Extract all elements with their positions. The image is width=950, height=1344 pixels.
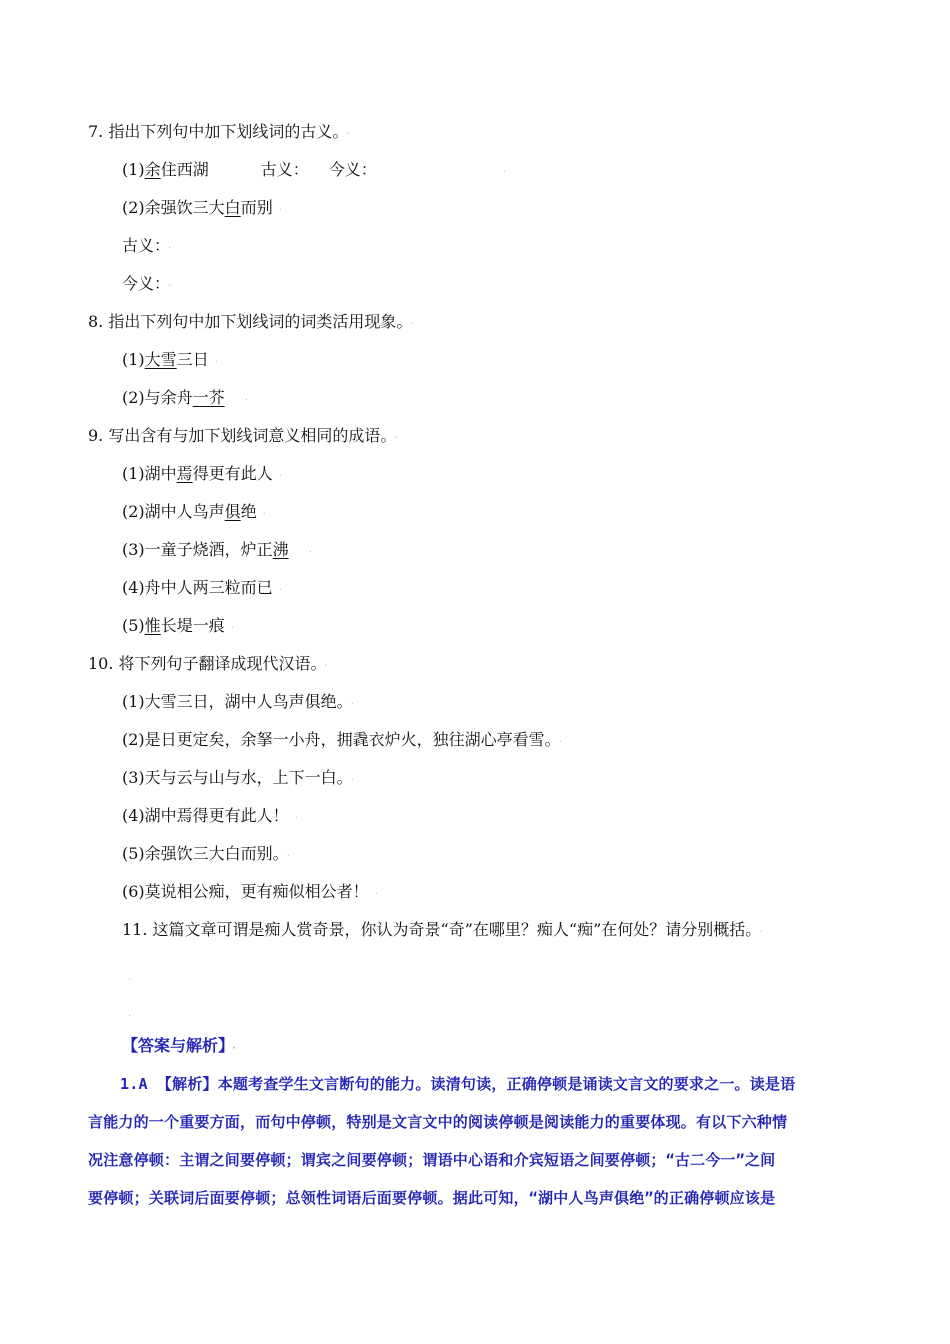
jin-yi-line	[122, 274, 171, 297]
question-10-item	[122, 692, 354, 715]
paragraph-mark-icon: ·	[346, 129, 350, 140]
item-prefix: (5)	[122, 616, 145, 635]
item-prefix: (1)	[122, 350, 145, 369]
question-10-item	[122, 730, 562, 753]
item-text: 得更有此人	[192, 464, 273, 483]
item-text: 绝	[240, 502, 257, 521]
gu-yi-line	[122, 236, 171, 259]
question-8-text: 8. 指出下列句中加下划线词的词类活用现象。	[88, 312, 405, 331]
item-text: (6)莫说相公痴，更有痴似相公者！	[122, 882, 369, 901]
gu-yi-label: 古义：	[122, 236, 163, 255]
paragraph-mark-icon: ·	[350, 699, 354, 710]
question-7-text: 7. 指出下列句中加下划线词的古义。	[88, 122, 341, 141]
question-10-item	[122, 768, 354, 791]
question-9-text: 9. 写出含有与加下划线词意义相同的成语。	[88, 426, 389, 445]
jin-yi-label: 今义：	[122, 274, 163, 293]
question-10-item	[122, 844, 290, 867]
paragraph-mark-icon: ·	[374, 889, 378, 900]
underlined-word: 白	[224, 198, 241, 217]
answers-heading-text: 【答案与解析】	[122, 1036, 227, 1055]
item-text: (1)湖中	[122, 464, 177, 483]
underlined-word: 余	[144, 160, 161, 179]
question-10-text: 10. 将下列句子翻译成现代汉语。	[88, 654, 319, 673]
item-text: (1)大雪三日，湖中人鸟声俱绝。	[122, 692, 345, 711]
question-10-item	[122, 806, 298, 829]
paragraph-mark-icon: ·	[308, 547, 312, 558]
question-9-item-4	[122, 578, 282, 601]
answer-line: 况注意停顿：主谓之间要停顿；谓宾之间要停顿；谓语中心语和介宾短语之间要停顿；“古二今一”之间	[88, 1151, 776, 1169]
question-10-item	[122, 882, 378, 905]
answer-line: 言能力的一个重要方面，而句中停顿，特别是文言文中的阅读停顿是阅读能力的重要体现。有以下六种情	[88, 1113, 788, 1131]
gu-yi-label: 古义：	[260, 160, 309, 179]
paragraph-mark-icon: ·	[759, 927, 763, 938]
question-11-text: 11. 这篇文章可谓是痴人赏奇景，你认为奇景“奇”在哪里？痴人“痴”在何处？请分别概括。	[122, 920, 754, 939]
item-text: 而别	[240, 198, 273, 217]
underlined-word: 沸	[272, 540, 289, 559]
item-text: (3)一童子烧酒，炉正	[122, 540, 273, 559]
item-text: 三日	[176, 350, 209, 369]
question-11-title	[122, 920, 762, 943]
question-8-item-2	[122, 388, 248, 411]
item-text: (5)余强饮三大白而别。	[122, 844, 281, 863]
item-text: (2)是日更定矣，余拏一小舟，拥毳衣炉火，独往湖心亭看雪。	[122, 730, 553, 749]
question-9-item-3	[122, 540, 312, 563]
item-text: (3)天与云与山与水，上下一白。	[122, 768, 345, 787]
paragraph-mark-icon: ·	[168, 281, 172, 292]
answer-line: 1.A 【解析】本题考查学生文言断句的能力。读清句读，正确停顿是诵读文言文的要求之一。读是语	[120, 1075, 796, 1093]
paragraph-mark-icon: ·	[324, 661, 328, 672]
paragraph-mark-icon: ·	[286, 851, 290, 862]
paragraph-mark-icon: ·	[294, 813, 298, 824]
item-prefix: (1)	[122, 160, 145, 179]
question-8-title	[88, 312, 414, 335]
question-7-item-1	[122, 160, 506, 183]
item-text: (2)与余舟	[122, 388, 193, 407]
item-text: (2)湖中人鸟声	[122, 502, 225, 521]
item-text: 长堤一痕	[160, 616, 225, 635]
underlined-word: 惟	[144, 616, 161, 635]
item-text: (2)余强饮三大	[122, 198, 225, 217]
paragraph-mark-icon: ·	[214, 357, 218, 368]
paragraph-mark-icon: ·	[502, 167, 506, 178]
question-9-title	[88, 426, 398, 449]
item-text: (4)湖中焉得更有此人！	[122, 806, 289, 825]
paragraph-mark-icon: ·	[278, 471, 282, 482]
answer-line: 要停顿；关联词后面要停顿；总领性词语后面要停顿。据此可知，“湖中人鸟声俱绝”的正确停顿应该是	[88, 1189, 776, 1207]
paragraph-mark-icon: ·	[410, 319, 414, 330]
item-text: (4)舟中人两三粒而已	[122, 578, 273, 597]
blank-line	[122, 968, 131, 991]
question-10-title	[88, 654, 328, 677]
paragraph-mark-icon: ·	[168, 243, 172, 254]
question-7-title	[88, 122, 350, 145]
paragraph-mark-icon: ·	[128, 1011, 132, 1022]
paragraph-mark-icon: ·	[232, 1043, 236, 1054]
paragraph-mark-icon: ·	[558, 737, 562, 748]
question-8-item-1	[122, 350, 218, 373]
underlined-word: 俱	[224, 502, 241, 521]
jin-yi-label: 今义：	[328, 160, 377, 179]
paragraph-mark-icon: ·	[244, 395, 248, 406]
paragraph-mark-icon: ·	[128, 975, 132, 986]
underlined-word: 焉	[176, 464, 193, 483]
paragraph-mark-icon: ·	[278, 585, 282, 596]
answers-heading	[122, 1036, 236, 1059]
paragraph-mark-icon: ·	[394, 433, 398, 444]
paragraph-mark-icon: ·	[230, 623, 234, 634]
paragraph-mark-icon: ·	[262, 509, 266, 520]
underlined-word: 大雪	[144, 350, 177, 369]
paragraph-mark-icon: ·	[278, 205, 282, 216]
question-7-item-2	[122, 198, 282, 221]
paragraph-mark-icon: ·	[350, 775, 354, 786]
underlined-word: 一芥	[192, 388, 225, 407]
question-9-item-2	[122, 502, 266, 525]
item-text: 住西湖	[160, 160, 209, 179]
question-9-item-5	[122, 616, 234, 639]
blank-line	[122, 1004, 131, 1027]
question-9-item-1	[122, 464, 282, 487]
